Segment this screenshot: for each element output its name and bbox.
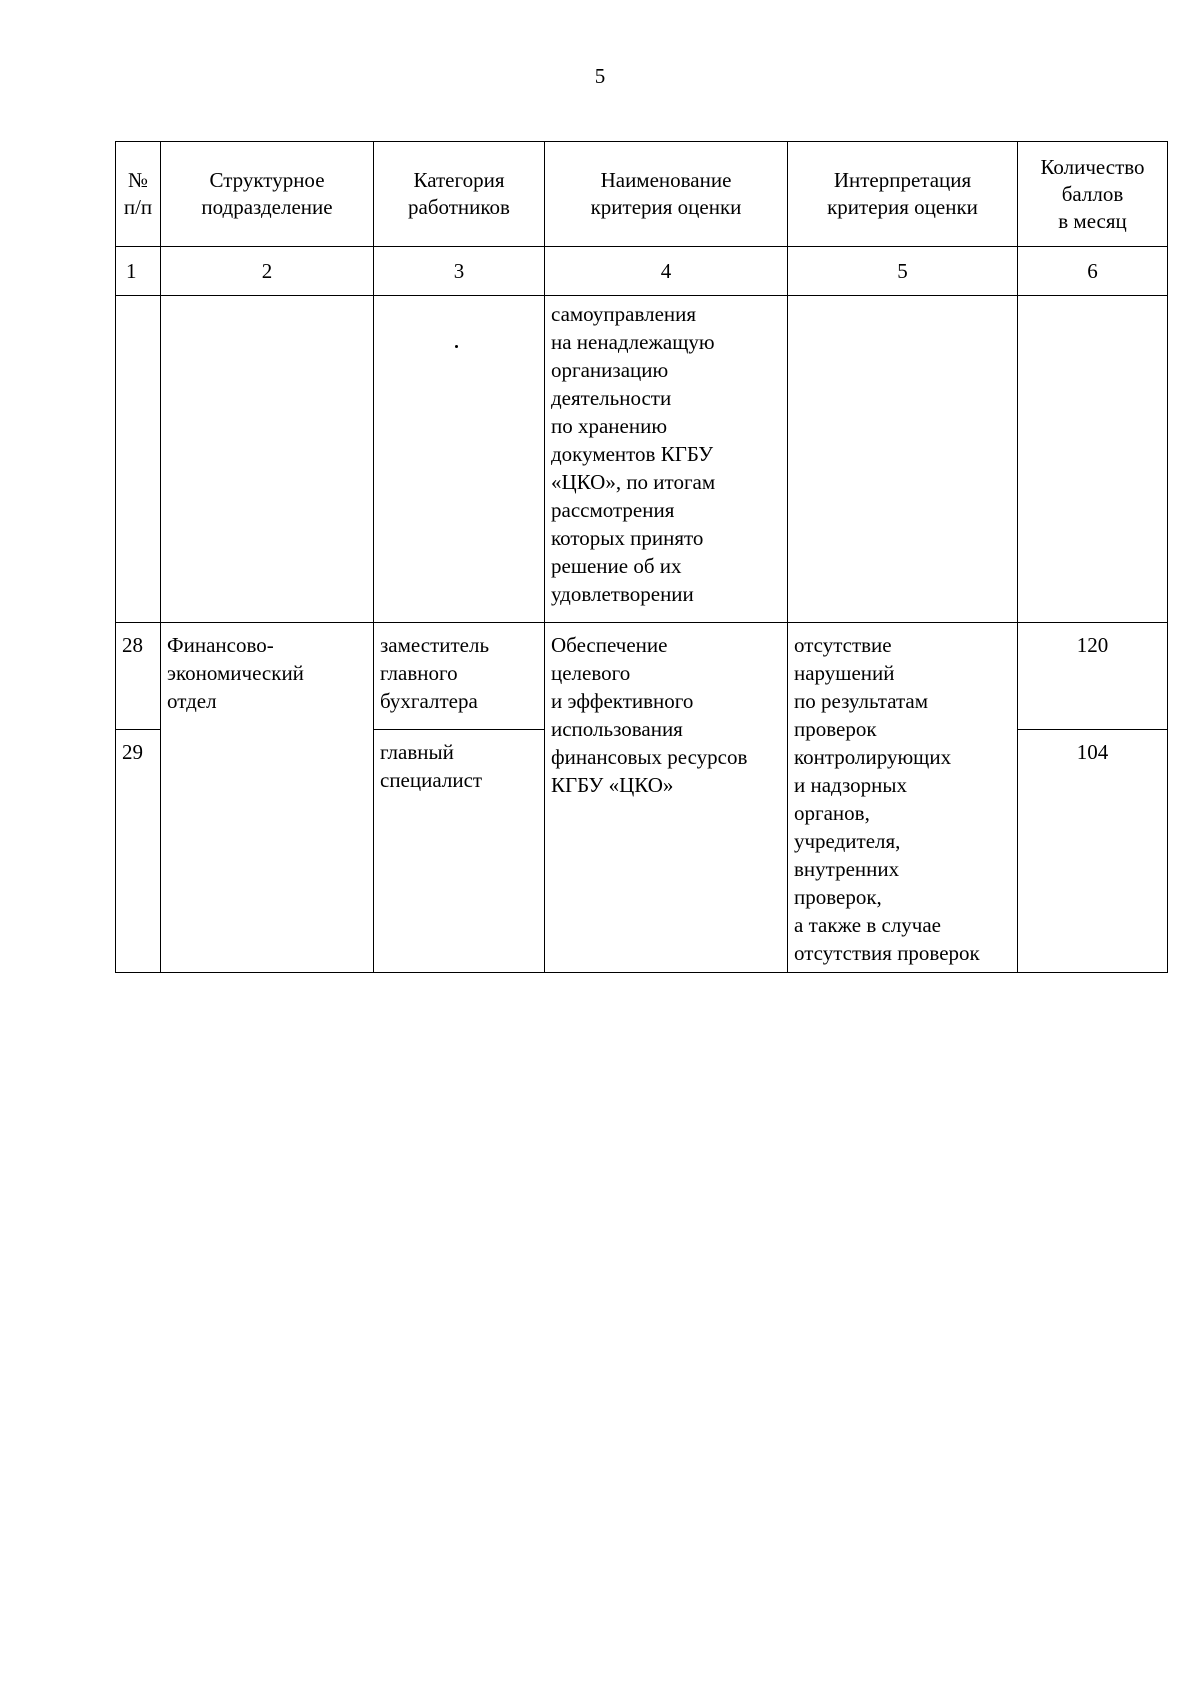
column-number: 5 [788,247,1018,296]
header-department: Структурное подразделение [161,142,374,247]
column-number: 4 [545,247,788,296]
table-row-continuation [116,296,1168,623]
cell-category: заместитель главного бухгалтера [374,623,545,730]
cell-num: 28 [116,623,161,730]
cell-score: 104 [1018,730,1168,973]
header-score: Количество баллов в месяц [1018,142,1168,247]
header-row [116,142,1168,247]
header-interpretation: Интерпретация критерия оценки [788,142,1018,247]
cell-criterion: Обеспечение целевого и эффективного использования финансовых ресурсов КГБУ «ЦКО» [545,623,788,973]
cell-num [116,296,161,623]
cell-score [1018,296,1168,623]
column-number: 1 [116,247,161,296]
column-number-row [116,247,1168,296]
cell-interpretation: отсутствие нарушений по результатам проверок контролирующих и надзорных органов, учредителя, внутренних проверок, а также в случае отсутствия проверок [788,623,1018,973]
cell-interpretation [788,296,1018,623]
cell-criterion: самоуправления на ненадлежащую организацию деятельности по хранению документов КГБУ «ЦКО», по итогам рассмотрения которых принято решение об их удовлетворении [545,296,788,623]
page-number: 5 [594,64,606,88]
header-criterion: Наименование критерия оценки [545,142,788,247]
cell-num: 29 [116,730,161,973]
scan-speck [455,345,458,348]
cell-category: главный специалист [374,730,545,973]
cell-category [374,296,545,623]
column-number: 2 [161,247,374,296]
column-number: 3 [374,247,545,296]
criteria-table [115,141,1168,973]
cell-department: Финансово- экономический отдел [161,623,374,973]
column-number: 6 [1018,247,1168,296]
header-num: № п/п [116,142,161,247]
cell-department [161,296,374,623]
cell-score: 120 [1018,623,1168,730]
table-row [116,623,1168,730]
header-category: Категория работников [374,142,545,247]
